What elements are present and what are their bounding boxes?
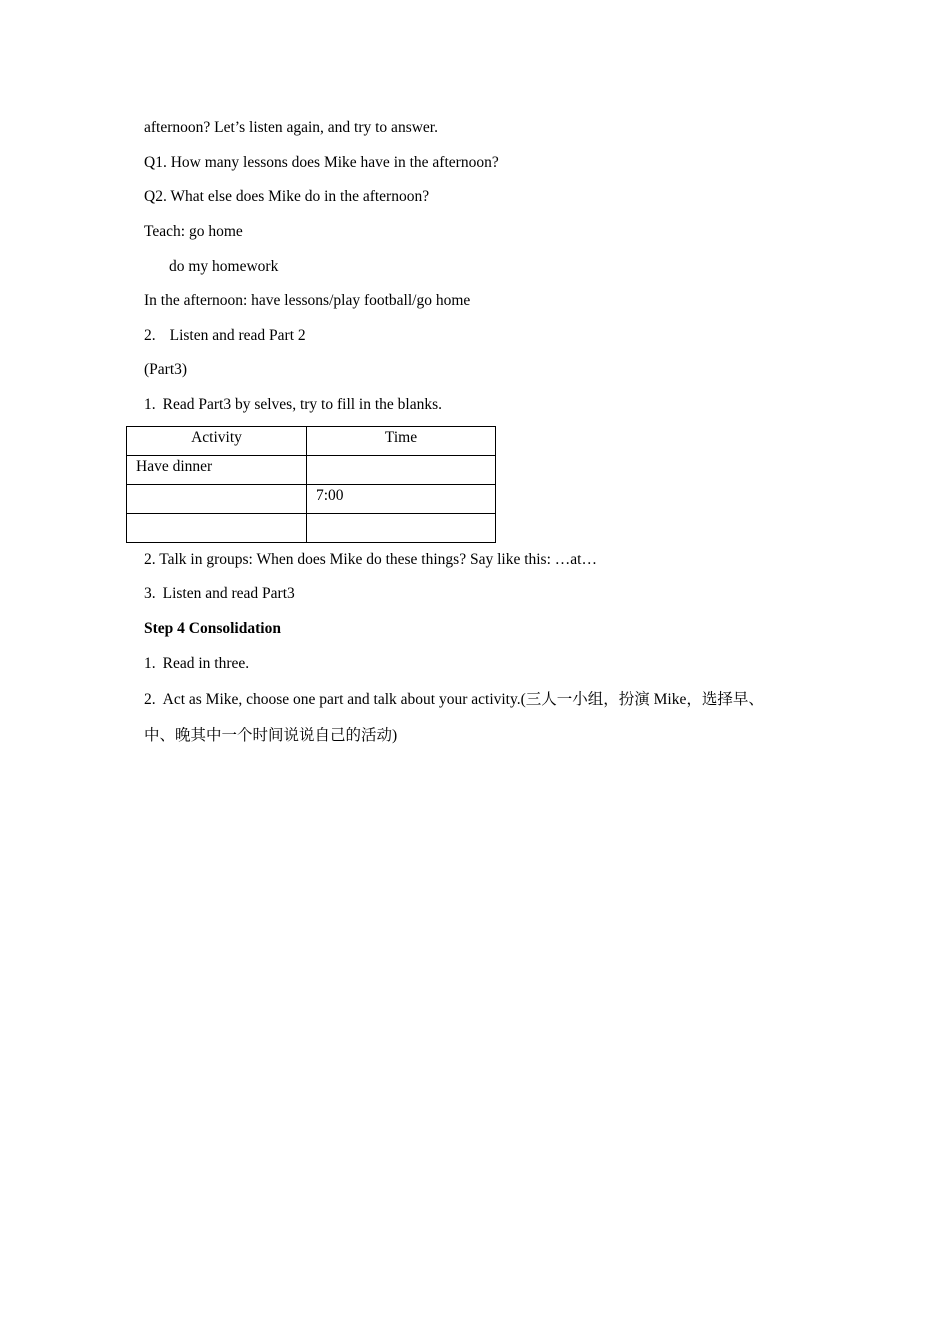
- table-cell-activity: Have dinner: [127, 456, 307, 485]
- listen-read-part2-line: [144, 326, 306, 346]
- table-row: [127, 456, 496, 485]
- item-number: 2.: [144, 327, 156, 344]
- teach-line: Teach: go home: [144, 223, 243, 240]
- table-cell-time: [307, 456, 496, 485]
- afternoon-summary-line: In the afternoon: have lessons/play football/go home: [144, 292, 471, 309]
- item-text: Read in three.: [162, 655, 250, 672]
- listen-read-part3-line: [144, 584, 295, 604]
- question-q1: Q1. How many lessons does Mike have in the afternoon?: [144, 154, 499, 171]
- text-line-afternoon-intro: afternoon? Let’s listen again, and try to answer.: [144, 119, 438, 136]
- item-text: Listen and read Part 2: [169, 327, 306, 344]
- teach-line-homework: do my homework: [169, 258, 279, 275]
- table-row: [127, 485, 496, 514]
- item-number: 1.: [144, 396, 156, 413]
- part3-heading: (Part3): [144, 361, 188, 378]
- item-number: 3.: [144, 585, 156, 602]
- item-number: 1.: [144, 655, 156, 672]
- read-part3-line: [144, 395, 442, 415]
- talk-in-groups-line: 2. Talk in groups: When does Mike do these things? Say like this: …at…: [144, 551, 597, 568]
- item-text: Listen and read Part3: [162, 585, 295, 602]
- item-text: Read Part3 by selves, try to fill in the blanks.: [162, 396, 443, 413]
- table-cell-activity: [127, 514, 307, 543]
- item-text: Act as Mike, choose one part and talk about your activity.(三人一小组，扮演 Mike，选择早、: [162, 691, 764, 708]
- table-header-activity: Activity: [127, 427, 307, 456]
- table-cell-time: [307, 514, 496, 543]
- step4-heading: Step 4 Consolidation: [144, 620, 281, 637]
- read-in-three-line: [144, 654, 249, 674]
- act-as-mike-line-continued: 中、晚其中一个时间说说自己的活动): [144, 727, 398, 744]
- act-as-mike-line: [144, 690, 764, 710]
- question-q2: Q2. What else does Mike do in the afternoon?: [144, 188, 430, 205]
- table-header-row: [127, 427, 496, 456]
- table-cell-time: 7:00: [307, 485, 496, 514]
- item-number: 2.: [144, 691, 156, 708]
- activity-time-table: [126, 426, 496, 543]
- table-header-time: Time: [307, 427, 496, 456]
- table-cell-activity: [127, 485, 307, 514]
- table-row: [127, 514, 496, 543]
